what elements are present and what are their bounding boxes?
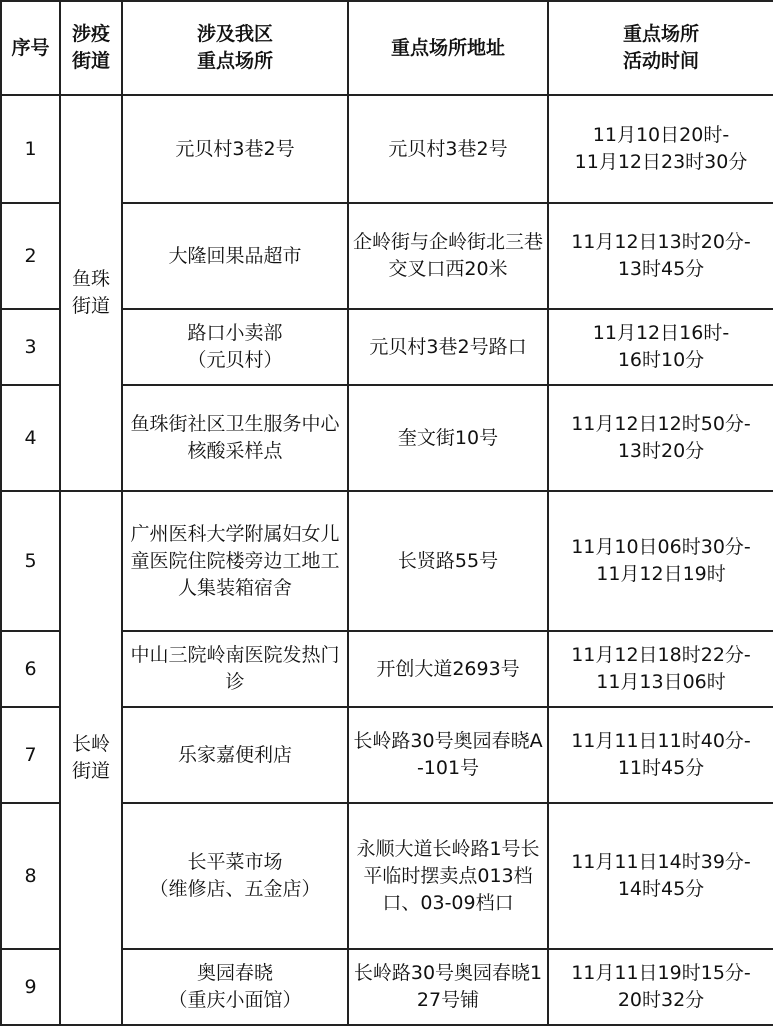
place-cell: 广州医科大学附属妇女儿童医院住院楼旁边工地工人集装箱宿舍: [122, 491, 348, 631]
address-cell: 永顺大道长岭路1号长平临时摆卖点013档口、03-09档口: [348, 803, 548, 949]
address-cell: 企岭街与企岭街北三巷交叉口西20米: [348, 203, 548, 309]
time-cell: 11月12日13时20分- 13时45分: [548, 203, 773, 309]
time-cell: 11月12日16时- 16时10分: [548, 309, 773, 385]
address-cell: 长岭路30号奥园春晓A-101号: [348, 707, 548, 803]
header-no: 序号: [1, 1, 60, 95]
time-cell: 11月11日11时40分- 11时45分: [548, 707, 773, 803]
place-cell: 奥园春晓 （重庆小面馆）: [122, 949, 348, 1025]
header-address: 重点场所地址: [348, 1, 548, 95]
header-time: 重点场所 活动时间: [548, 1, 773, 95]
street-changling: 长岭 街道: [60, 491, 122, 1025]
place-cell: 长平菜市场 （维修店、五金店）: [122, 803, 348, 949]
time-cell: 11月12日12时50分- 13时20分: [548, 385, 773, 491]
header-place: 涉及我区 重点场所: [122, 1, 348, 95]
row-number: 7: [1, 707, 60, 803]
time-cell: 11月11日14时39分- 14时45分: [548, 803, 773, 949]
time-cell: 11月10日20时- 11月12日23时30分: [548, 95, 773, 203]
time-cell: 11月12日18时22分- 11月13日06时: [548, 631, 773, 707]
address-cell: 长贤路55号: [348, 491, 548, 631]
place-cell: 路口小卖部 （元贝村）: [122, 309, 348, 385]
address-cell: 开创大道2693号: [348, 631, 548, 707]
address-cell: 元贝村3巷2号: [348, 95, 548, 203]
row-number: 6: [1, 631, 60, 707]
address-cell: 长岭路30号奥园春晓127号铺: [348, 949, 548, 1025]
row-number: 9: [1, 949, 60, 1025]
place-cell: 中山三院岭南医院发热门诊: [122, 631, 348, 707]
row-number: 1: [1, 95, 60, 203]
table-row: [1, 491, 773, 631]
street-yuzhu: 鱼珠 街道: [60, 95, 122, 491]
header-street: 涉疫 街道: [60, 1, 122, 95]
place-cell: 元贝村3巷2号: [122, 95, 348, 203]
table-row: [1, 95, 773, 203]
address-cell: 元贝村3巷2号路口: [348, 309, 548, 385]
time-cell: 11月10日06时30分- 11月12日19时: [548, 491, 773, 631]
row-number: 2: [1, 203, 60, 309]
address-cell: 奎文街10号: [348, 385, 548, 491]
row-number: 3: [1, 309, 60, 385]
place-cell: 鱼珠街社区卫生服务中心核酸采样点: [122, 385, 348, 491]
time-cell: 11月11日19时15分- 20时32分: [548, 949, 773, 1025]
header-row: [1, 1, 773, 95]
place-cell: 大隆回果品超市: [122, 203, 348, 309]
row-number: 5: [1, 491, 60, 631]
place-cell: 乐家嘉便利店: [122, 707, 348, 803]
row-number: 8: [1, 803, 60, 949]
row-number: 4: [1, 385, 60, 491]
